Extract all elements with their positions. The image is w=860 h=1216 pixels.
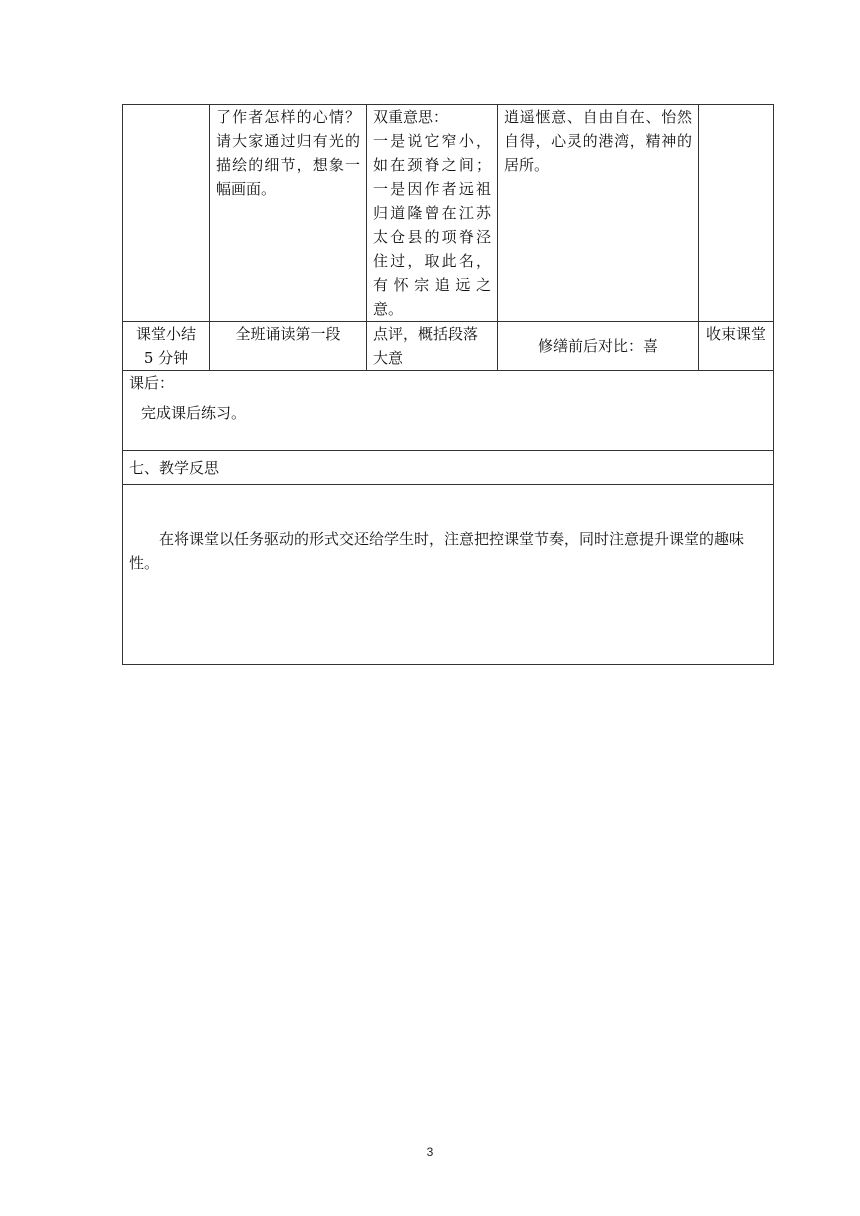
table-row [123,371,774,451]
cell-summary-purpose: 收束课堂 [699,322,774,371]
after-class-title: 课后： [129,374,175,392]
cell-purpose-empty [699,105,774,322]
page-number: 3 [426,1145,434,1159]
lesson-plan-table [122,104,774,665]
cell-activity: 了作者怎样的心情？请大家通过归有光的描绘的细节，想象一幅画面。 [210,105,367,322]
reflection-content: 在将课堂以任务驱动的形式交还给学生时，注意把控课堂节奏，同时注意提升课堂的趣味性。 [129,530,745,572]
cell-summary-teacher: 点评，概括段落大意 [367,322,498,371]
table-row [123,105,774,322]
cell-content: 逍遥惬意、自由自在、怡然自得，心灵的港湾，精神的居所。 [498,105,699,322]
cell-teacher: 双重意思： 一是说它窄小，如在颈脊之间；一是因作者远祖归道隆曾在江苏太仓县的项脊泾住过，取此名，有怀宗追远之意。 [367,105,498,322]
cell-stage-empty [123,105,210,322]
table-row [123,485,774,665]
after-class-cell [123,371,774,451]
cell-summary-activity: 全班诵读第一段 [210,322,367,371]
table-row [123,451,774,485]
table-row [123,322,774,371]
cell-summary-content: 修缮前后对比：喜 [498,322,699,371]
reflection-cell [123,485,774,665]
cell-summary-stage: 课堂小结 5 分钟 [123,322,210,371]
after-class-content: 完成课后练习。 [141,404,247,422]
reflection-heading: 七、教学反思 [123,451,774,485]
